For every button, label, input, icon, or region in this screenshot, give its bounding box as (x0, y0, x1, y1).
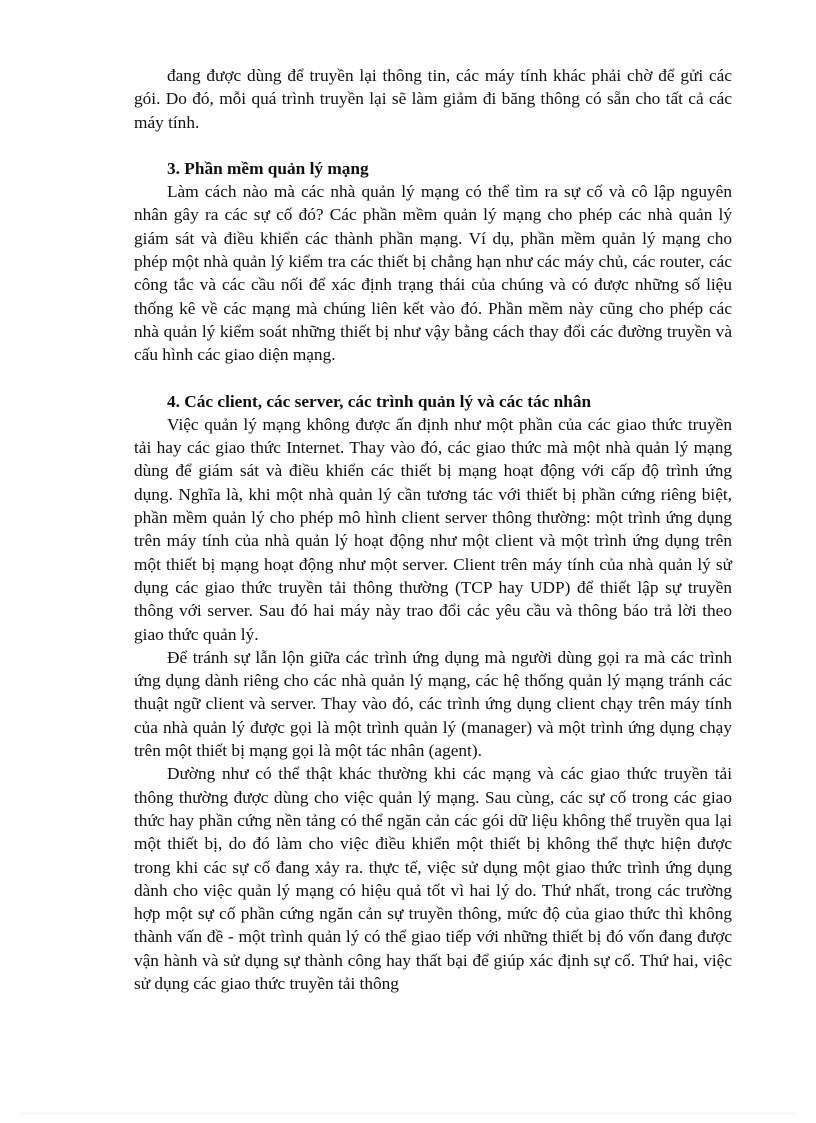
section-4-paragraph-2: Để tránh sự lẫn lộn giữa các trình ứng dụng mà người dùng gọi ra mà các trình ứng dụng dành riêng cho các nhà quản lý mạng, các hệ thống quản lý mạng tránh các thuật ngữ client và server. Thay vào đó, các trình ứng dụng client chạy trên máy tính của nhà quản lý được gọi là một trình quản lý (manager) và một trình ứng dụng chạy trên một thiết bị mạng gọi là một tác nhân (agent). (134, 647, 732, 761)
section-4-heading: 4. Các client, các server, các trình quản lý và các tác nhân (167, 391, 592, 411)
page-bottom-edge (20, 1113, 796, 1114)
section-3-body (134, 180, 732, 366)
intro-block (134, 64, 732, 134)
section-gap (167, 134, 732, 157)
section-4-paragraph-3: Dường như có thể thật khác thường khi các mạng và các giao thức truyền tải thông thường được dùng cho việc quản lý mạng. Sau cùng, các sự cố trong các giao thức hay phần cứng nền tảng có thể ngăn cản các gói dữ liệu không thể truyền qua lại một thiết bị, do đó làm cho việc điều khiển một thiết bị không thể thực hiện được trong khi các sự cố đang xảy ra. thực tế, việc sử dụng một giao thức trình ứng dụng dành cho việc quản lý mạng có hiệu quả tốt vì hai lý do. Thứ nhất, trong các trường hợp một sự cố phần cứng ngăn cản sự truyền thông, mức độ của giao thức thì không thành vấn đề - một trình quản lý có thể giao tiếp với những thiết bị đó vốn đang được vận hành và sử dụng sự thành công hay thất bại để giúp xác định sự cố. Thứ hai, việc sử dụng các giao thức truyền tải thông (134, 764, 732, 993)
section-4-body (134, 413, 732, 995)
section-3-heading: 3. Phần mềm quản lý mạng (167, 158, 369, 178)
section-gap (167, 367, 732, 390)
intro-paragraph: đang được dùng để truyền lại thông tin, các máy tính khác phải chờ để gửi các gói. Do đó, mỗi quá trình truyền lại sẽ làm giảm đi băng thông có sẵn cho tất cả các máy tính. (134, 66, 732, 132)
section-4-paragraph-1: Việc quản lý mạng không được ấn định như một phần của các giao thức truyền tải hay các giao thức Internet. Thay vào đó, các giao thức mà một nhà quản lý mạng dùng để giám sát và điều khiển các thiết bị mạng hoạt động với cấp độ trình ứng dụng. Nghĩa là, khi một nhà quản lý cần tương tác với thiết bị phần cứng riêng biệt, phần mềm quản lý cho phép mô hình client server thông thường: một trình ứng dụng trên máy tính của nhà quản lý hoạt động như một client và một trình ứng dụng trên một thiết bị mạng hoạt động như một server. Client trên máy tính của nhà quản lý sử dụng các giao thức truyền tải thông thường (TCP hay UDP) để thiết lập sự truyền thông với server. Sau đó hai máy này trao đổi các yêu cầu và thông báo trả lời theo giao thức quản lý. (134, 414, 732, 644)
section-3-paragraph-1: Làm cách nào mà các nhà quản lý mạng có thể tìm ra sự cố và cô lập nguyên nhân gây ra các sự cố đó? Các phần mềm quản lý mạng cho phép các nhà quản lý giám sát và điều khiển các thành phần mạng. Ví dụ, phần mềm quản lý mạng cho phép một nhà quản lý kiểm tra các thiết bị chẳng hạn như các máy chủ, các router, các công tắc và các cầu nối để xác định trạng thái của chúng và có được những số liệu thống kê về các mạng mà chúng liên kết vào đó. Phần mềm này cũng cho phép các nhà quản lý kiểm soát những thiết bị như vậy bằng cách thay đổi các đường truyền và cấu hình các giao diện mạng. (134, 182, 732, 365)
